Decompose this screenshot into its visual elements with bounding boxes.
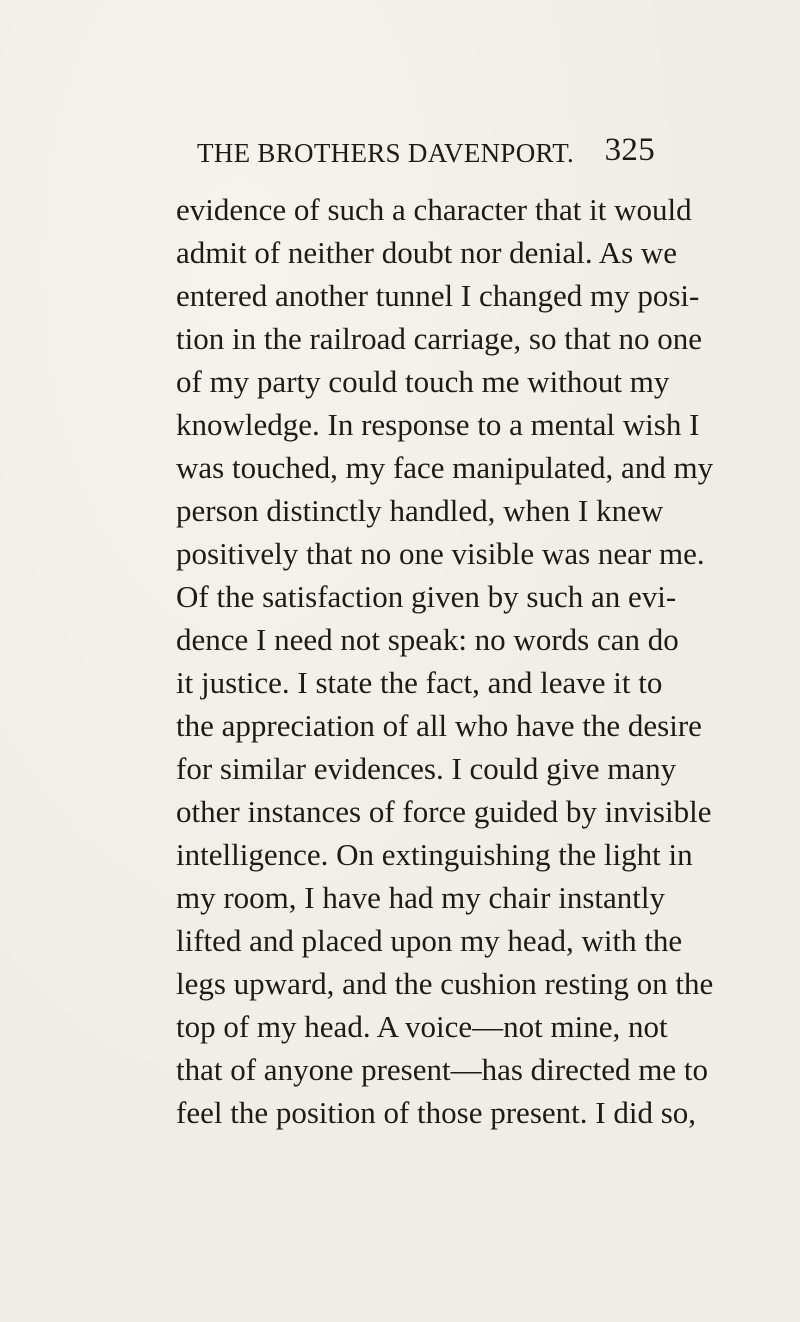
page-number: 325 <box>604 132 655 168</box>
text-line: that of anyone present—has directed me to <box>176 1052 708 1087</box>
running-head-title: THE BROTHERS DAVENPORT. <box>197 138 575 168</box>
text-line: top of my head. A voice—not mine, not <box>176 1009 668 1044</box>
running-head <box>197 132 655 178</box>
text-line: Of the satisfaction given by such an evi- <box>176 579 677 614</box>
text-line: other instances of force guided by invisible <box>176 794 712 829</box>
text-line: lifted and placed upon my head, with the <box>176 923 683 958</box>
text-line: the appreciation of all who have the desire <box>176 708 702 743</box>
text-line: of my party could touch me without my <box>176 364 670 399</box>
text-line: intelligence. On extinguishing the light in <box>176 837 693 872</box>
text-line: legs upward, and the cushion resting on the <box>176 966 714 1001</box>
text-line: evidence of such a character that it would <box>176 192 692 227</box>
text-line: tion in the railroad carriage, so that no one <box>176 321 702 356</box>
text-line: my room, I have had my chair instantly <box>176 880 665 915</box>
body-text <box>176 188 714 1134</box>
text-line: admit of neither doubt nor denial. As we <box>176 235 678 270</box>
text-line: dence I need not speak: no words can do <box>176 622 679 657</box>
text-line: feel the position of those present. I did so, <box>176 1095 697 1130</box>
text-line: knowledge. In response to a mental wish I <box>176 407 700 442</box>
text-line: for similar evidences. I could give many <box>176 751 677 786</box>
text-line: was touched, my face manipulated, and my <box>176 450 714 485</box>
text-line: entered another tunnel I changed my posi- <box>176 278 700 313</box>
text-line: positively that no one visible was near me. <box>176 536 705 571</box>
text-line: it justice. I state the fact, and leave it to <box>176 665 663 700</box>
text-line: person distinctly handled, when I knew <box>176 493 664 528</box>
